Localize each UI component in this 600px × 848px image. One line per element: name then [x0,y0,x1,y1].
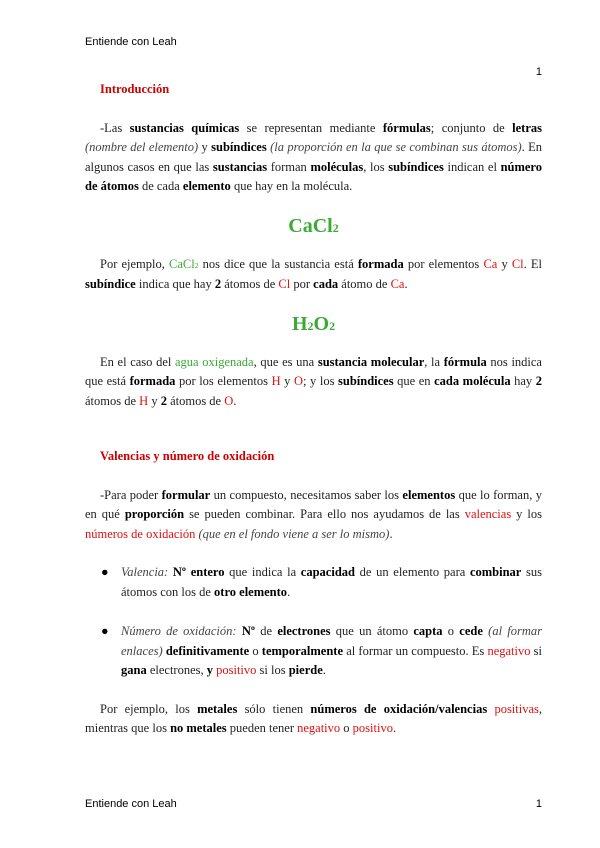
bold-run: electrones [277,624,331,638]
green-subscript: 2 [194,260,199,270]
bold-run: letras [512,120,542,135]
bold-run: otro elemento [214,584,288,599]
bold-run: elemento [182,179,231,193]
text-run: por elementos [403,256,484,271]
red-run: negativo [297,721,341,735]
red-run: Cl [278,277,291,291]
page-number-bottom: 1 [535,798,542,810]
bold-run: formular [161,487,211,502]
paragraph-cacl2-example [85,255,542,295]
bold-run: sustancias [212,159,268,174]
text-run: átomos de [85,393,140,408]
text-run: ; y los [303,374,338,388]
list-item-valencia [101,563,542,602]
red-run: Ca [390,277,405,291]
text-run: En el caso del [100,354,175,369]
bold-run: y [206,663,213,677]
bold-run: formada [357,256,404,271]
bold-run: cada [313,277,339,291]
bold-run: subíndices [338,374,394,388]
text-run: se pueden combinar. Para ello nos ayudamos de las [184,507,465,521]
red-run: negativo [487,643,531,658]
text-run: forman [267,159,311,174]
text-run: de cada [138,179,183,193]
list-item-numero-oxidacion [101,622,543,681]
paragraph-h2o2-example [85,353,542,412]
bold-run: gana [121,663,147,677]
paragraph-intro [85,119,542,197]
bold-run: sustancia molecular [317,354,425,369]
bold-run: fórmula [443,354,487,369]
red-run: O [224,393,234,408]
bold-run: fórmulas [382,120,431,135]
text-run: , la [424,354,444,369]
text-run: pueden tener [226,721,298,735]
text-run: . [392,721,397,735]
text-run: y [198,140,212,154]
formula-subscript: 2 [307,318,314,333]
bold-run: 2 [535,374,542,388]
text-run: . [287,584,291,599]
text-run: nos indica que está [85,354,542,388]
red-run: números de oxidación [85,526,196,541]
text-run: hay [510,374,536,388]
text-run: . El [523,256,543,271]
text-run: que indica la [224,565,301,579]
text-run: que en [393,374,435,388]
text-run: y [148,393,161,408]
text-run: , los [363,159,389,174]
bold-run: subíndice [85,277,136,291]
formula-subscript: 2 [332,220,339,235]
text-run: átomos de [221,277,279,291]
text-run: indica que hay [135,277,215,291]
bold-run: 2 [160,393,167,408]
bold-run: proporción [124,507,185,521]
text-run: -Las [100,120,130,135]
text-run: por [290,277,314,291]
bold-run: subíndices [211,140,267,154]
section-title-intro: Introducción [100,82,170,96]
bold-run: no metales [170,721,227,735]
red-run: H [271,374,281,388]
page-number-top: 1 [535,66,542,78]
text-run: de [255,624,278,638]
bold-run: sustancias químicas [129,120,240,135]
text-run: que lo forman, y en qué [85,487,542,521]
document-body [85,80,542,739]
text-run: que hay en la molécula. [230,179,353,193]
red-run: positivo [216,663,257,677]
text-run: sus átomos con los de [121,565,542,599]
text-run: si [530,643,543,658]
paragraph-valencias [85,486,542,545]
text-run: o [340,721,353,735]
red-run: positivas [494,701,539,716]
text-run: Por ejemplo, los [100,701,198,716]
bold-run: combinar [469,565,522,579]
italic-run: Valencia: [121,565,169,579]
text-run: y los [511,507,542,521]
text-run: se representan mediante [239,120,383,135]
bold-run: temporalmente [261,643,344,658]
text-run: ; conjunto de [430,120,513,135]
text-run: , que es una [253,354,318,369]
definitions-list [85,563,542,681]
text-run: . En algunos casos en que las [85,140,543,174]
bold-run: formada [129,374,176,388]
bold-run: moléculas [310,159,364,174]
italic-run: (la proporción en la que se combinan sus átomos) [270,140,522,154]
red-run: positivo [352,721,393,735]
formula-cacl2 [85,213,542,241]
text-run: sólo tienen [237,701,311,716]
text-run: de un elemento para [354,565,470,579]
text-run: que un átomo [330,624,414,638]
formula-text: H [291,312,308,335]
bullet-icon: ● [101,624,109,638]
text-run: Por ejemplo, [100,256,170,271]
text-run: al formar un compuesto. Es [343,643,488,658]
text-run: por los elementos [175,374,272,388]
paragraph-metales [85,700,542,739]
text-run: o [442,624,460,638]
italic-run: (al formar enlaces) [121,624,543,658]
formula-text: CaCl [288,214,333,237]
red-run: H [139,393,149,408]
bold-run: Nº entero [172,565,225,579]
red-run: O [293,374,304,388]
red-run: Ca [483,256,498,271]
green-run [169,257,198,271]
page-header: Entiende con Leah [85,36,177,48]
text-run: electrones, [146,663,207,677]
bold-run: 2 [214,277,222,291]
bold-run: cede [459,624,483,638]
text-run: si los [256,663,289,677]
red-run: valencias [464,507,512,521]
text-run: y [280,374,294,388]
text-run: átomo de [338,277,391,291]
bullet-icon: ● [101,565,109,579]
italic-run: Número de oxidación: [121,624,237,638]
formula-text: O [313,312,330,335]
bold-run: capacidad [300,565,355,579]
text-run: . [233,393,237,408]
text-run: indican el [443,159,501,174]
page-footer: Entiende con Leah [85,798,177,810]
section-title-valencias: Valencias y número de oxidación [100,449,275,463]
text-run: átomos de [166,393,225,408]
formula-subscript: 2 [329,318,336,333]
text-run: un compuesto, necesitamos saber los [210,487,403,502]
text-run: y [497,256,512,271]
text-run: . [322,663,326,677]
formula-h2o2 [85,311,542,339]
green-text: CaCl [169,256,195,271]
bold-run: subíndices [388,159,444,174]
text-run: . [404,277,408,291]
text-run: , mientras que los [85,701,543,735]
bold-run: pierde [288,663,323,677]
bold-run: cada molécula [434,374,511,388]
bold-run: Nº [241,624,255,638]
italic-run: (nombre del elemento) [85,140,199,154]
bold-run: número de átomos [85,159,542,193]
bold-run: definitivamente [165,643,250,658]
text-run: nos dice que la sustancia está [198,256,358,271]
bold-run: capta [413,624,443,638]
green-run: agua oxigenada [174,354,254,369]
text-run: -Para poder [100,487,162,502]
bold-run: metales [197,701,238,716]
red-run: Cl [511,256,524,271]
text-run: o [249,643,262,658]
bold-run: elementos [402,487,456,502]
italic-run: (que en el fondo viene a ser lo mismo) [198,526,390,541]
bold-run: números de oxidación/valencias [310,701,488,716]
text-run: . [389,526,393,541]
